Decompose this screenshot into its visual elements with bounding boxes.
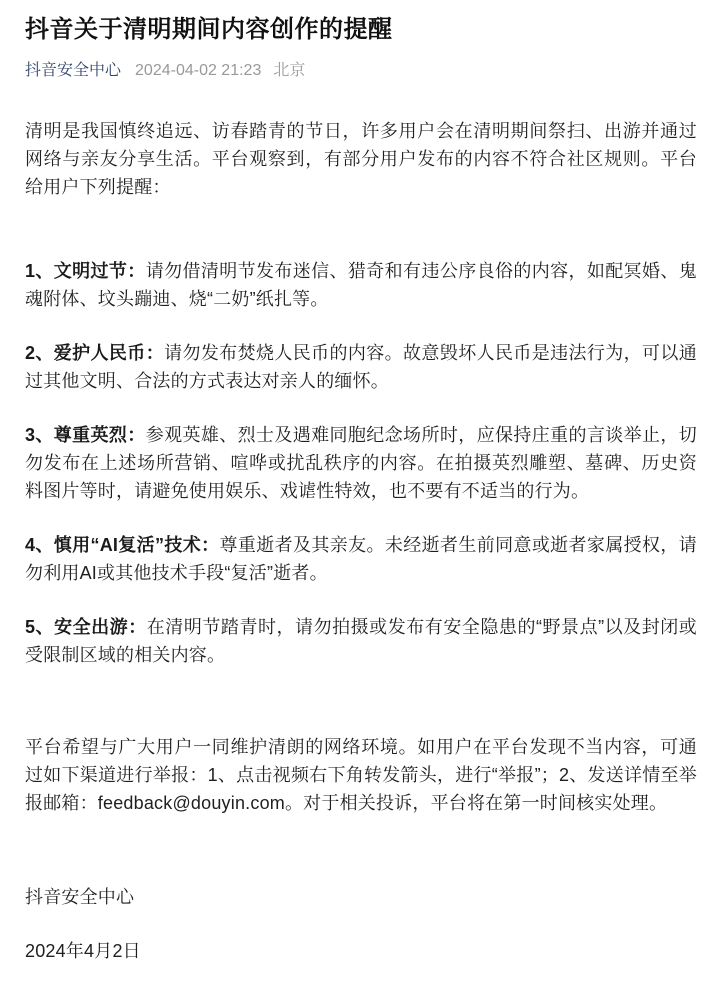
closing-paragraph: 平台希望与广大用户一同维护清朗的网络环境。如用户在平台发现不当内容，可通过如下渠道进行举报：1、点击视频右下角转发箭头，进行“举报”；2、发送详情至举报邮箱：feedback@douyin.com。对于相关投诉，平台将在第一时间核实处理。 (25, 736, 697, 813)
intro-paragraph: 清明是我国慎终追远、访春踏青的节日，许多用户会在清明期间祭扫、出游并通过网络与亲友分享生活。平台观察到，有部分用户发布的内容不符合社区规则。平台给用户下列提醒： (25, 120, 697, 197)
article-body (25, 117, 697, 965)
signature-date: 2024年4月2日 (25, 940, 141, 961)
reminder-item-1-text: 请勿借清明节发布迷信、猎奇和有违公序良俗的内容，如配冥婚、鬼魂附体、坟头蹦迪、烧“二奶”纸扎等。 (25, 260, 697, 309)
reminder-item-5-text: 在清明节踏青时，请勿拍摄或发布有安全隐患的“野景点”以及封闭或受限制区域的相关内容。 (25, 616, 697, 665)
publish-location: 北京 (273, 62, 306, 80)
author-link[interactable]: 抖音安全中心 (25, 62, 122, 80)
reminder-item-4-text: 尊重逝者及其亲友。未经逝者生前同意或逝者家属授权，请勿利用AI或其他技术手段“复活”逝者。 (25, 534, 697, 583)
reminder-item-2-text: 请勿发布焚烧人民币的内容。故意毁坏人民币是违法行为，可以通过其他文明、合法的方式表达对亲人的缅怀。 (25, 342, 697, 391)
publish-timestamp: 2024-04-02 21:23 (135, 62, 262, 80)
reminder-item-1-lead: 1、文明过节： (25, 260, 146, 281)
reminder-item-2 (25, 339, 697, 395)
reminder-item-5 (25, 613, 697, 669)
reminder-item-3-lead: 3、尊重英烈： (25, 424, 146, 445)
signature: 抖音安全中心 (25, 886, 135, 907)
reminder-item-2-lead: 2、爱护人民币： (25, 342, 165, 363)
byline (25, 60, 697, 82)
page-title: 抖音关于清明期间内容创作的提醒 (25, 16, 393, 43)
reminder-item-4 (25, 531, 697, 587)
reminder-item-1 (25, 257, 697, 313)
reminder-item-3 (25, 421, 697, 505)
reminder-item-3-text: 参观英雄、烈士及遇难同胞纪念场所时，应保持庄重的言谈举止，切勿发布在上述场所营销、喧哗或扰乱秩序的内容。在拍摄英烈雕塑、墓碑、历史资料图片等时，请避免使用娱乐、戏谑性特效，也不要有不适当的行为。 (25, 424, 697, 501)
reminder-item-4-lead: 4、慎用“AI复活”技术： (25, 534, 220, 555)
reminder-item-5-lead: 5、安全出游： (25, 616, 147, 637)
